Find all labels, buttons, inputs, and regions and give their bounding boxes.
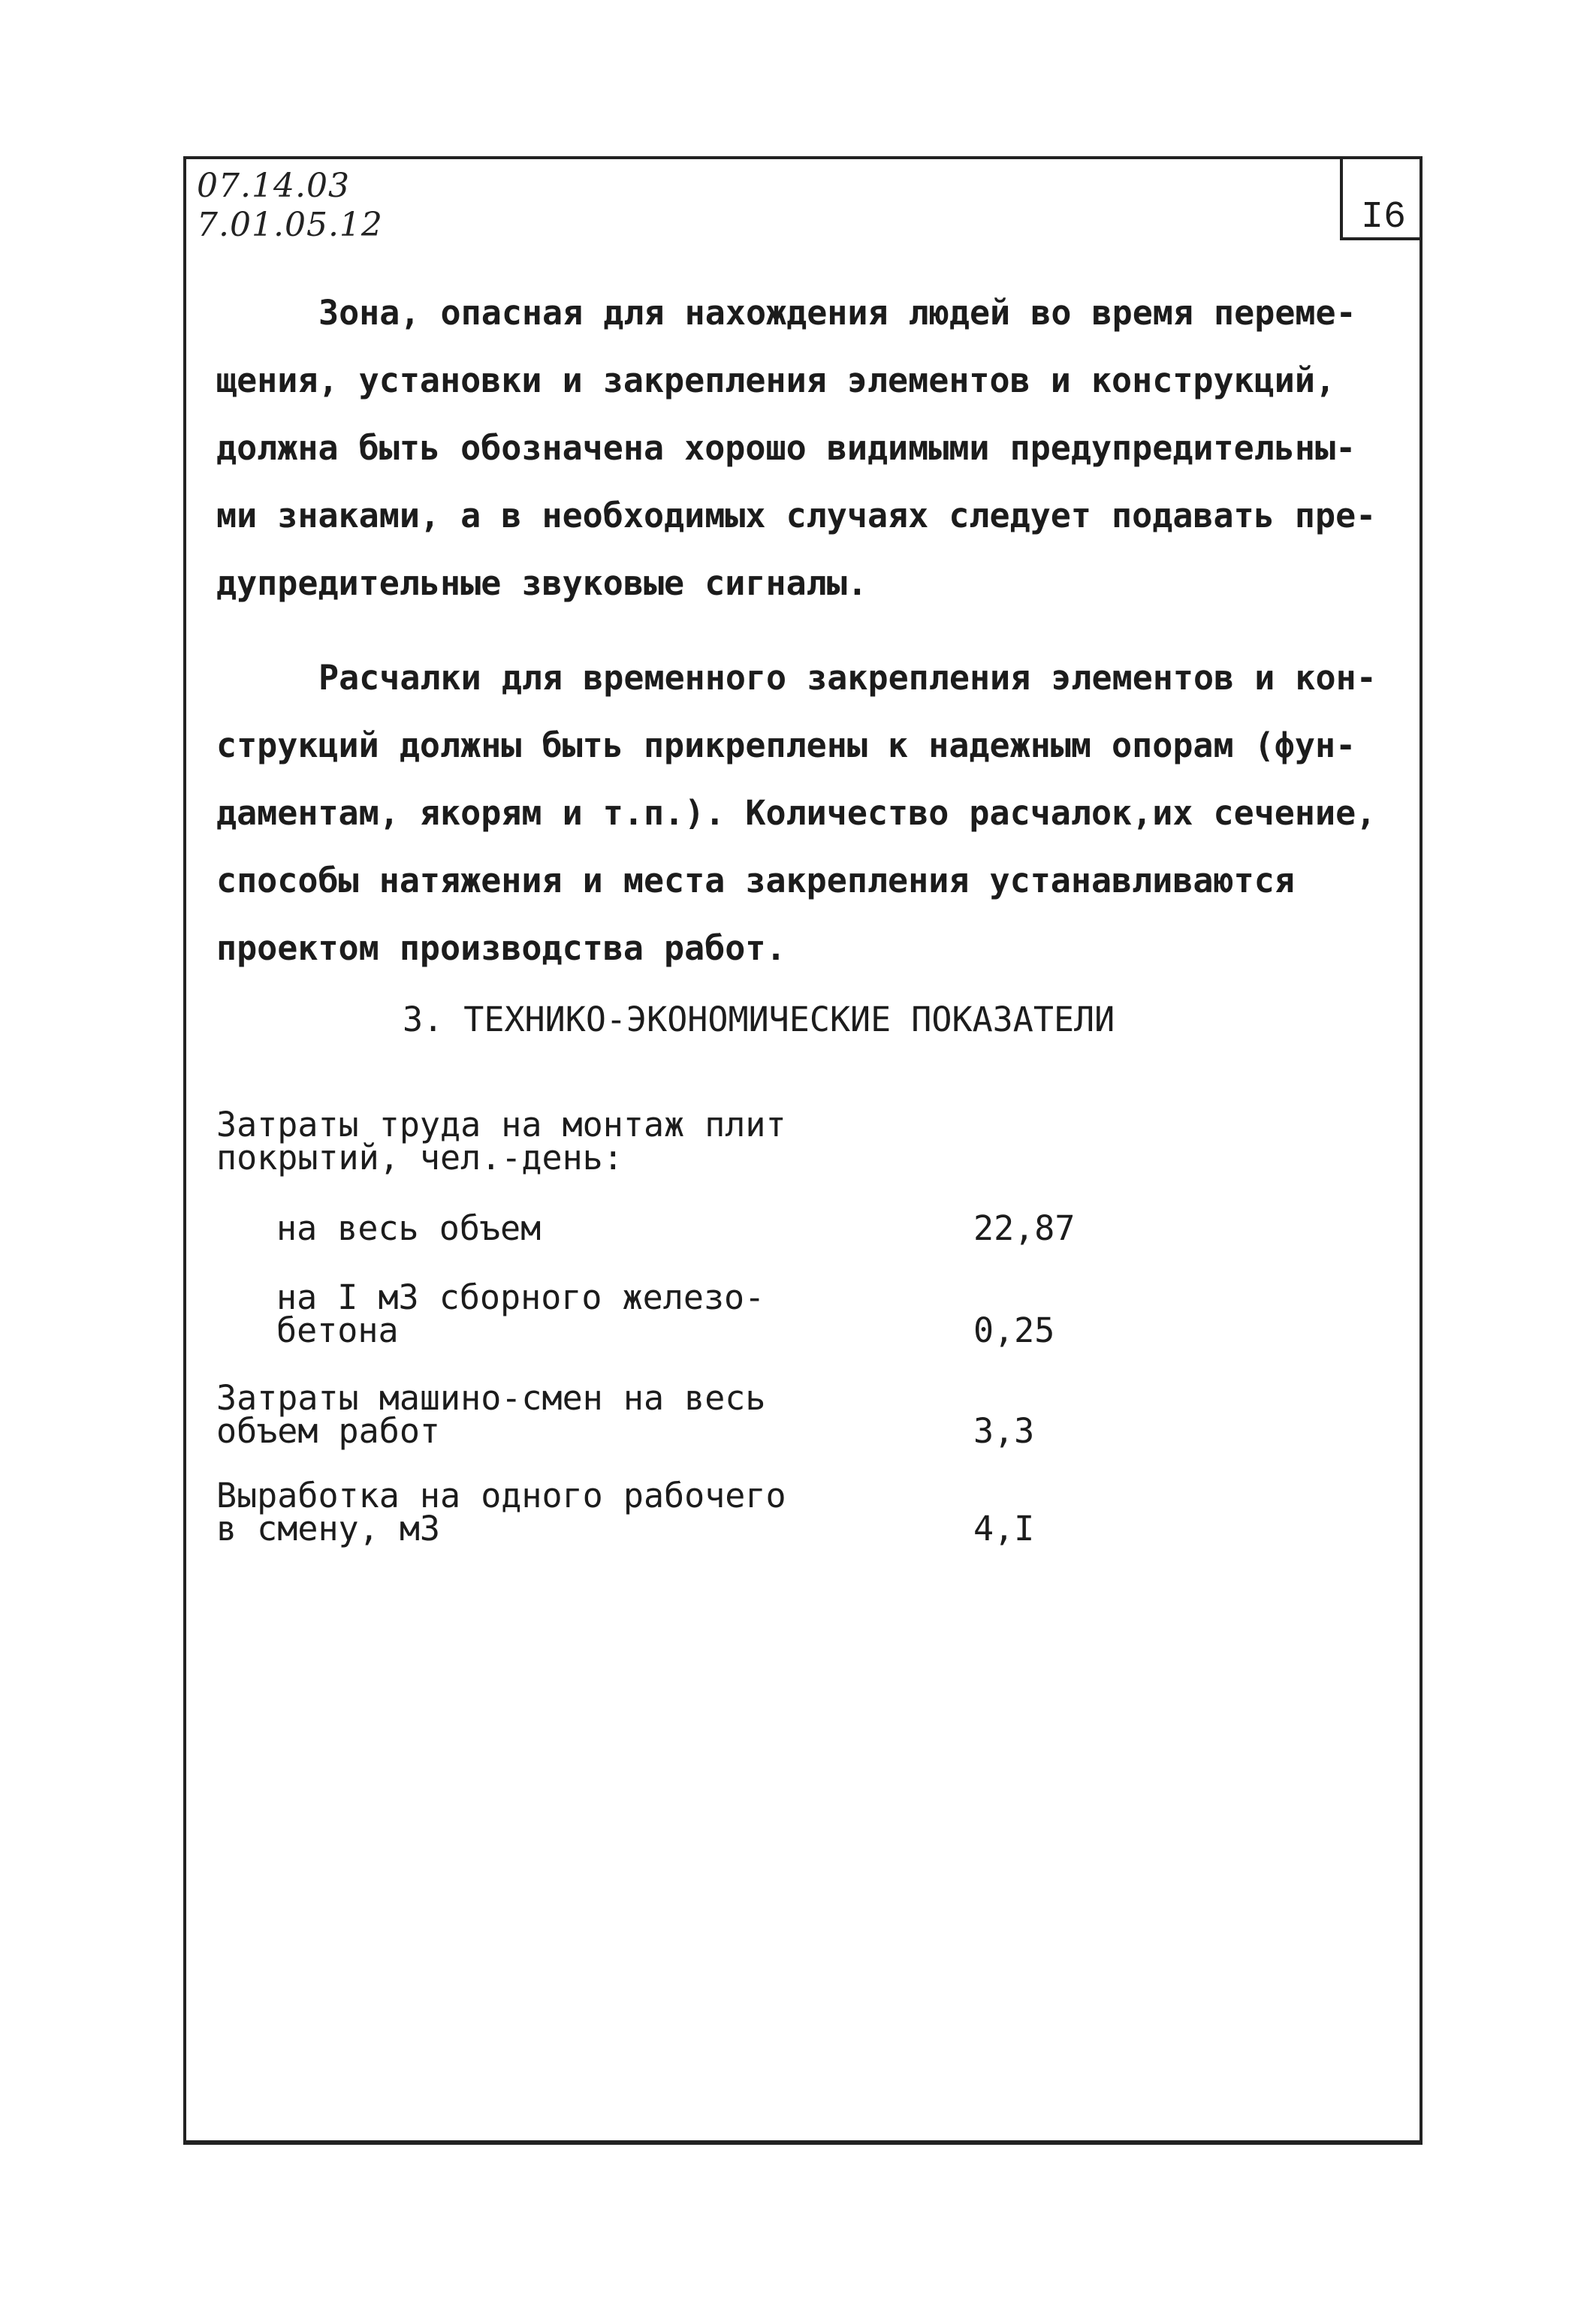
machine-shifts-value: 3,3 [973,1411,1035,1451]
machine-shifts-line: объем работ [216,1411,441,1451]
paragraph-danger-zone [216,279,1403,617]
labor-per-m3-value: 0,25 [973,1310,1055,1350]
paragraph-line: даментам, якорям и т.п.). Количество расчалок,их сечение, [216,793,1377,833]
paragraph-line: способы натяжения и места закрепления устанавливаются [216,861,1295,900]
labor-per-m3-line: бетона [276,1310,399,1350]
machine-shifts-label [216,1378,766,1451]
paragraph-line: щения, установки и закрепления элементов и конструкций, [216,360,1336,400]
paragraph-line: дупредительные звуковые сигналы. [216,563,867,603]
machine-shifts-line: Затраты машино-смен на весь [216,1378,766,1418]
labor-total-label [276,1208,542,1248]
paragraph-guy-ropes [216,644,1403,982]
paragraph-line: Расчалки для временного закрепления элементов и кон- [318,658,1377,698]
paragraph-line: проектом производства работ. [216,928,786,968]
section-title: 3. ТЕХНИКО-ЭКОНОМИЧЕСКИЕ ПОКАЗАТЕЛИ [403,1000,1115,1039]
labor-heading [216,1105,786,1178]
paragraph-line: Зона, опасная для нахождения людей во время переме- [318,293,1356,333]
doc-code-2: 7.01.05.12 [197,206,383,244]
document-codes [197,167,383,245]
paragraph-line: ми знаками, а в необходимых случаях следует подавать пре- [216,496,1377,535]
output-per-worker-line: в смену, м3 [216,1509,441,1549]
output-per-worker-line: Выработка на одного рабочего [216,1476,786,1515]
paragraph-line: струкций должны быть прикреплены к надежным опорам (фун- [216,725,1356,765]
labor-total-value: 22,87 [973,1208,1076,1248]
paragraph-line: должна быть обозначена хорошо видимыми предупредительны- [216,428,1356,468]
labor-total-label-text: на весь объем [276,1208,542,1248]
labor-heading-line: Затраты труда на монтаж плит [216,1105,786,1144]
labor-per-m3-label [276,1277,765,1350]
output-per-worker-label [216,1476,786,1549]
output-per-worker-value: 4,I [973,1509,1035,1549]
labor-heading-line: покрытий, чел.-день: [216,1138,623,1178]
page-number: I6 [1361,196,1407,239]
doc-code-1: 07.14.03 [197,167,350,205]
labor-per-m3-line: на I м3 сборного железо- [276,1277,765,1317]
